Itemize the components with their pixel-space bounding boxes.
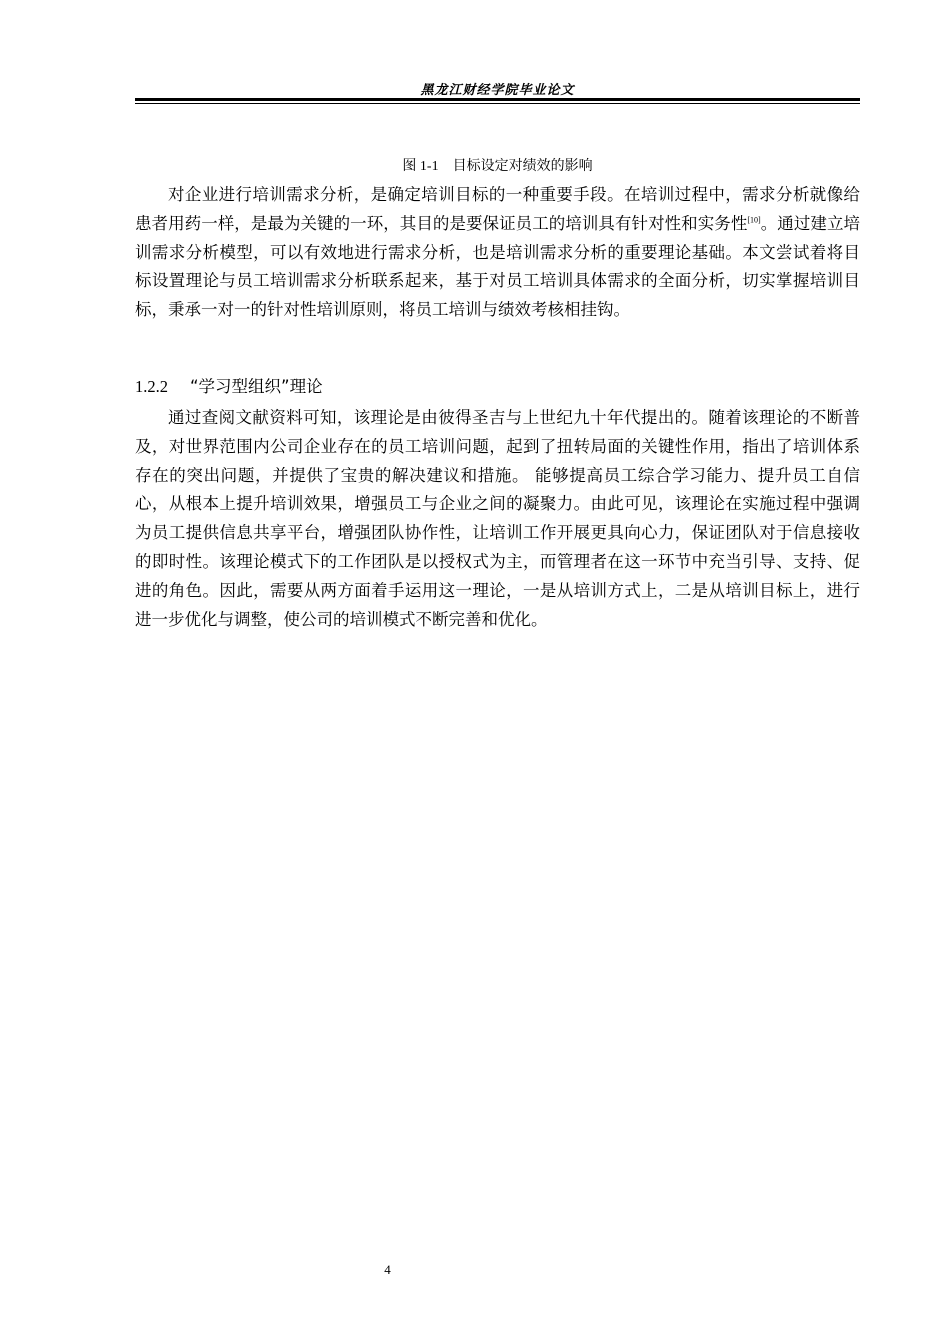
figure-caption-text: 目标设定对绩效的影响: [452, 158, 593, 174]
paragraph-training-needs: [135, 181, 860, 325]
paragraph-text-part2: 。通过建立培训需求分析模型，可以有效地进行需求分析，也是培训需求分析的重要理论基础。本文尝试着将目标设置理论与员工培训需求分析联系起来，基于对员工培训具体需求的全面分析，切实掌握培训目标，秉承一对一的针对性培训原则，将员工培训与绩效考核相挂钩。: [135, 213, 861, 320]
header-rule-thick: [135, 98, 860, 101]
header-rule-thin: [135, 103, 860, 104]
figure-number: 图 1-1: [402, 159, 439, 174]
figure-caption: [135, 155, 860, 175]
paragraph-text-part1: 对企业进行培训需求分析，是确定培训目标的一种重要手段。在培训过程中，需求分析就像给患者用药一样，是最为关键的一环，其目的是要保证员工的培训具有针对性和实务性: [135, 185, 860, 233]
running-header: 黑龙江财经学院毕业论文: [420, 83, 575, 98]
section-number: 1.2.2: [135, 377, 168, 396]
citation-marker: [10]: [747, 215, 761, 225]
page-number: 4: [384, 1262, 391, 1277]
section-heading: [135, 373, 323, 401]
section-title: “学习型组织”理论: [190, 377, 323, 396]
paragraph-learning-organization: 通过查阅文献资料可知，该理论是由彼得圣吉与上世纪九十年代提出的。随着该理论的不断普及，对世界范围内公司企业存在的员工培训问题，起到了扭转局面的关键性作用，指出了培训体系存在的突出问题，并提供了宝贵的解决建议和措施。 能够提高员工综合学习能力、提升员工自信心，从根本上提升培训效果，增强员工与企业之间的凝聚力。由此可见，该理论在实施过程中强调为员工提供信息共享平台，增强团队协作性，让培训工作开展更具向心力，保证团队对于信息接收的即时性。该理论模式下的工作团队是以授权式为主，而管理者在这一环节中充当引导、支持、促进的角色。因此，需要从两方面着手运用这一理论，一是从培训方式上，二是从培训目标上，进行进一步优化与调整，使公司的培训模式不断完善和优化。: [135, 408, 860, 629]
